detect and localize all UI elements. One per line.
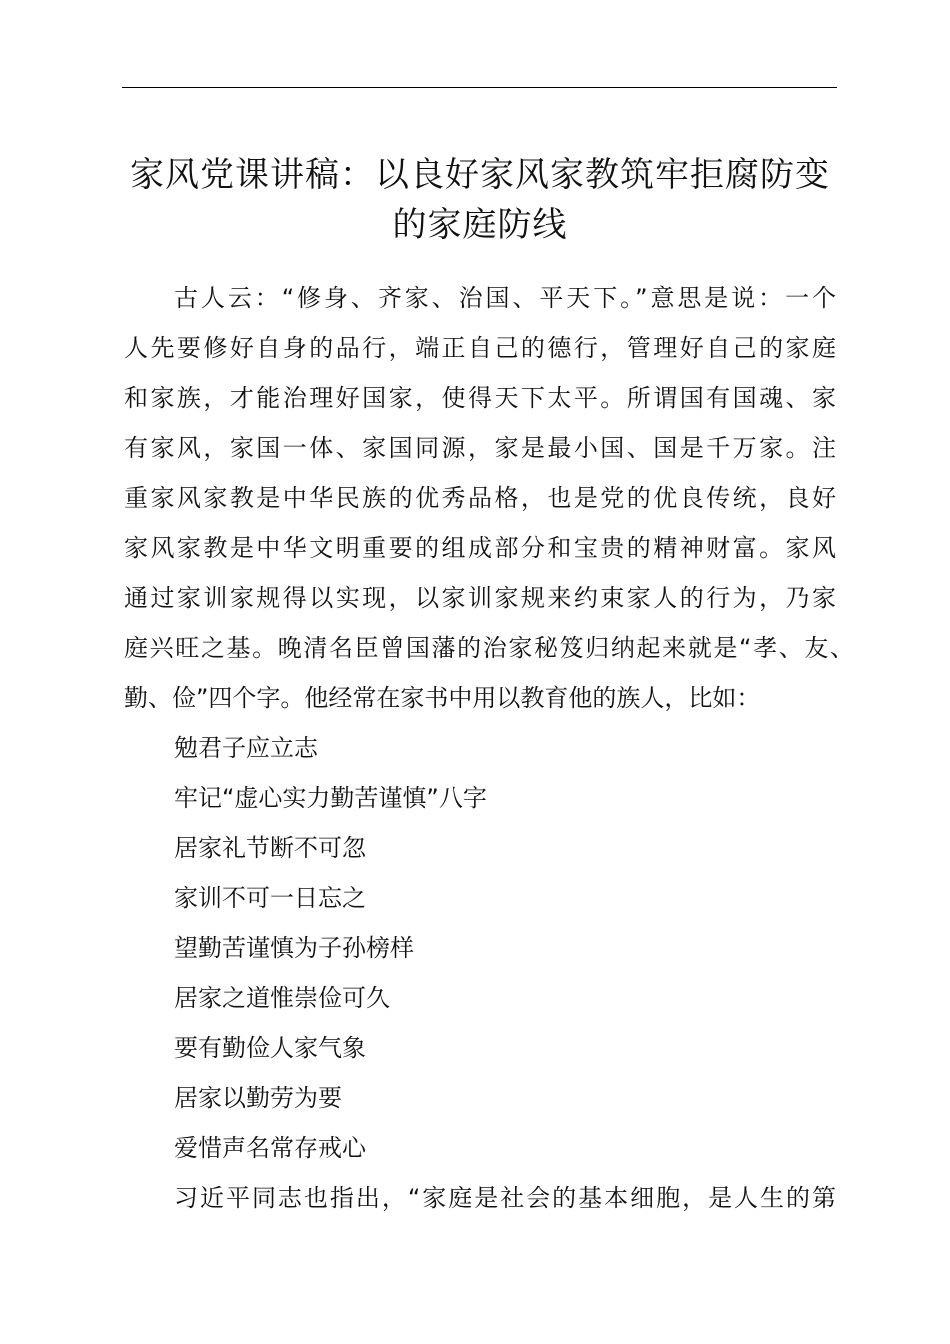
paragraph-2 [124, 1173, 836, 1223]
document-body [124, 273, 854, 1223]
list-item: 居家礼节断不可忽 [174, 834, 366, 862]
document-title [110, 150, 850, 250]
paragraph-line: 重家风家教是中华民族的优秀品格，也是党的优良传统，良好 [124, 484, 836, 512]
paragraph-line: 古人云：“修身、齐家、治国、平天下。”意思是说：一个 [174, 284, 836, 312]
paragraph-line: 人先要修好自身的品行，端正自己的德行，管理好自己的家庭 [124, 334, 836, 362]
paragraph-line: 和家族，才能治理好国家，使得天下太平。所谓国有国魂、家 [124, 384, 836, 412]
list-item: 要有勤俭人家气象 [174, 1034, 366, 1062]
paragraph-line: 勤、俭”四个字。他经常在家书中用以教育他的族人，比如： [124, 684, 761, 712]
header-rule [122, 87, 837, 88]
list-item: 勉君子应立志 [174, 734, 318, 762]
paragraph-line: 有家风，家国一体、家国同源，家是最小国、国是千万家。注 [124, 434, 836, 462]
list-item: 爱惜声名常存戒心 [174, 1134, 366, 1162]
maxims-list [124, 723, 836, 1173]
list-item: 居家之道惟崇俭可久 [174, 984, 390, 1012]
paragraph-1 [124, 273, 854, 723]
title-line-2: 的家庭防线 [392, 205, 568, 245]
paragraph-line: 家风家教是中华文明重要的组成部分和宝贵的精神财富。家风 [124, 534, 836, 562]
list-item: 牢记“虚心实力勤苦谨慎”八字 [174, 784, 487, 812]
paragraph-line: 通过家训家规得以实现，以家训家规来约束家人的行为，乃家 [124, 584, 836, 612]
list-item: 家训不可一日忘之 [174, 884, 366, 912]
list-item: 望勤苦谨慎为子孙榜样 [174, 934, 414, 962]
paragraph-line: 习近平同志也指出，“家庭是社会的基本细胞，是人生的第 [174, 1184, 836, 1212]
paragraph-line: 庭兴旺之基。晚清名臣曾国藩的治家秘笈归纳起来就是“孝、友、 [124, 634, 854, 662]
list-item: 居家以勤劳为要 [174, 1084, 342, 1112]
title-line-1: 家风党课讲稿：以良好家风家教筑牢拒腐防变 [130, 155, 830, 195]
